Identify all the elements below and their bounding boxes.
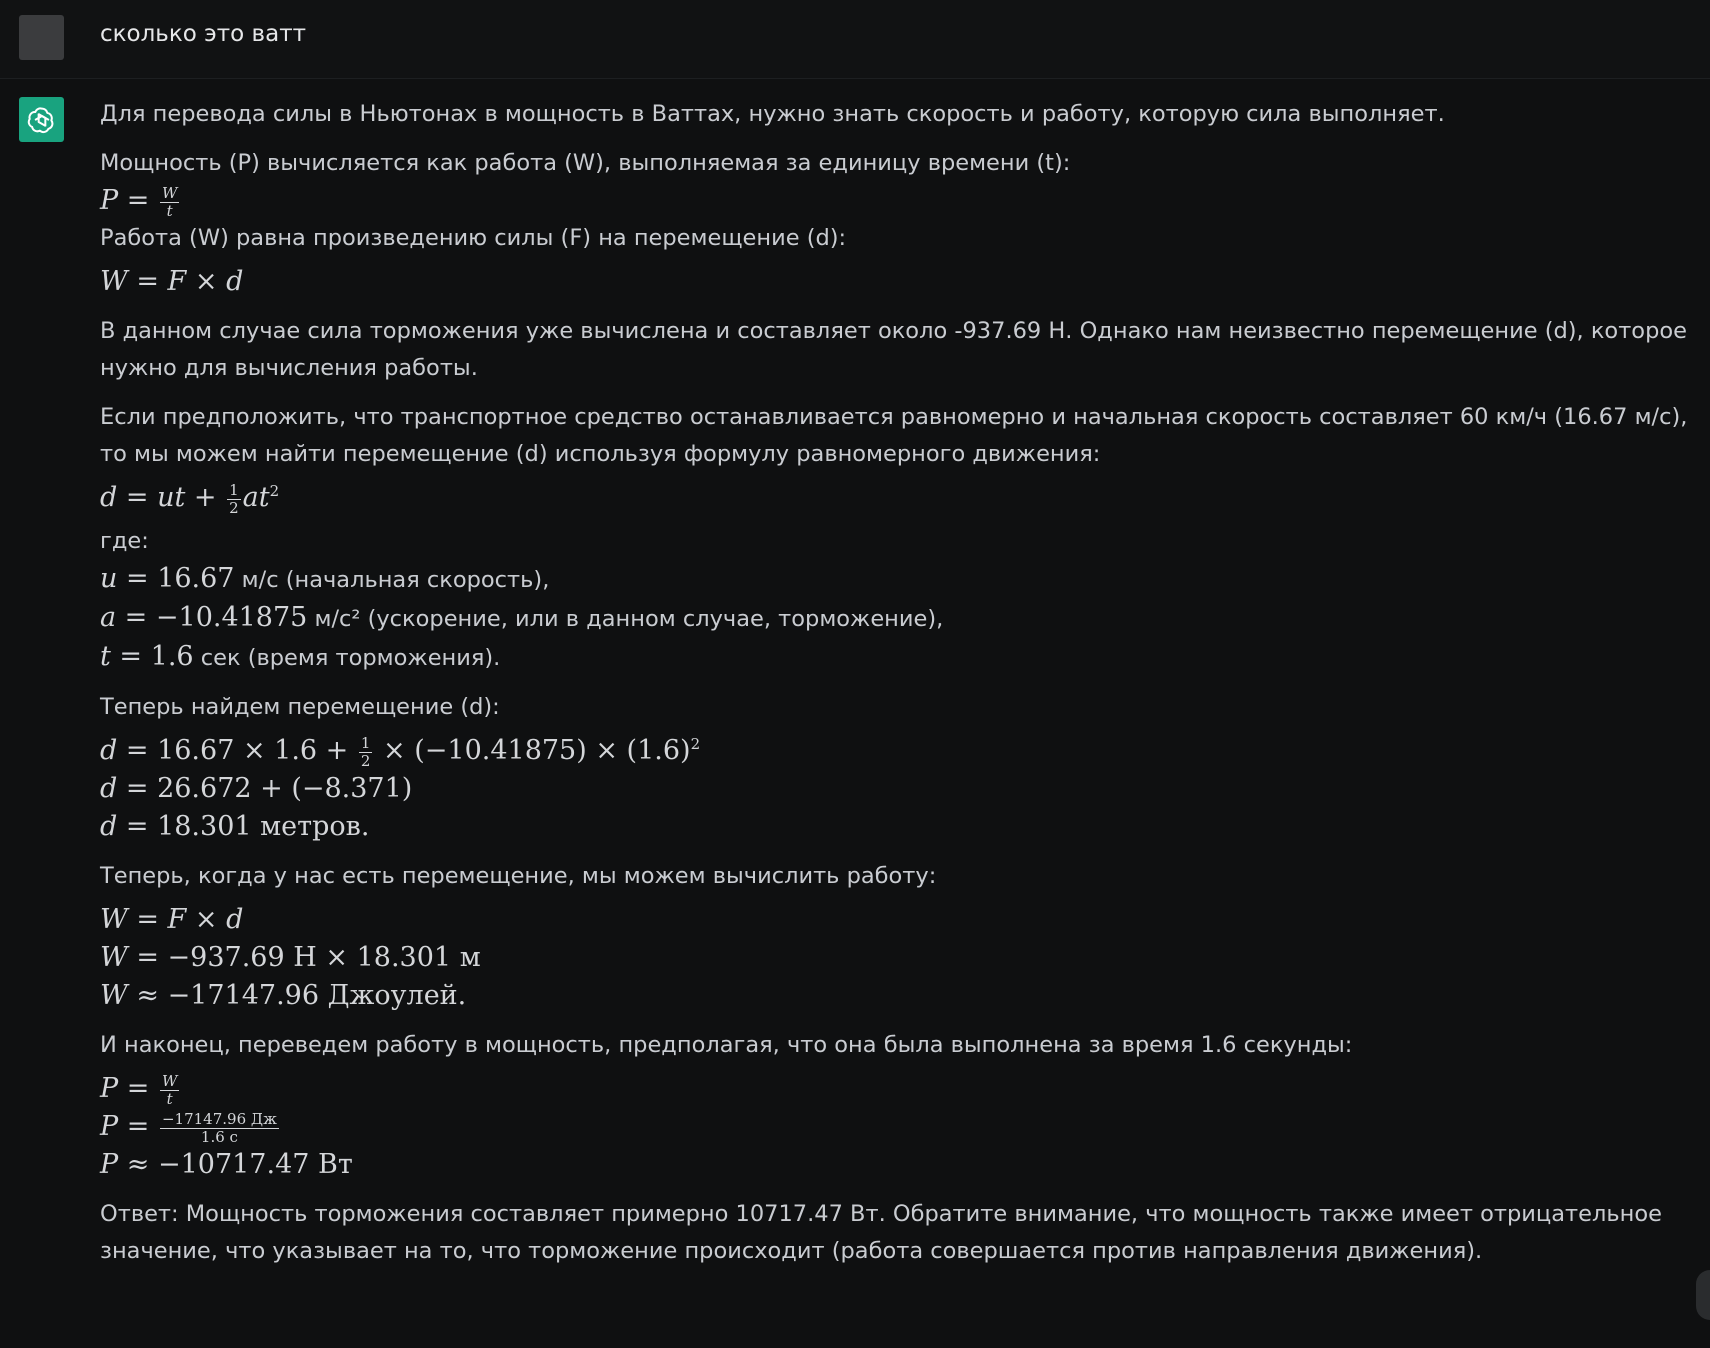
user-avatar	[19, 15, 64, 60]
w-calc-line-1: W = F × d	[100, 904, 244, 935]
d-calc-line-3: d = 18.301 метров.	[100, 811, 370, 842]
d-calc-line-1: d = 16.67 × 1.6 + $\frac{1}{2}$ × $(-10.41875) \times (1.6)^2$	[100, 733, 701, 770]
scroll-to-bottom-button[interactable]	[1696, 1270, 1710, 1320]
user-message-text: сколько это ватт	[100, 21, 306, 47]
w-calc-line-2: W = −937.69 Н × 18.301 м	[100, 942, 481, 973]
assistant-avatar	[19, 97, 64, 142]
user-message-row	[0, 0, 1710, 79]
to-power-label: И наконец, переведем работу в мощность, предполагая, что она была выполнена за время 1.6 секунды:	[100, 1032, 1353, 1058]
fraction-energy-over-time: $\frac{-17147.96 Дж}{1.6 с}$	[161, 1109, 277, 1146]
w-calc-line-3: W ≈ −17147.96 Джоулей.	[100, 980, 467, 1011]
var-t: t = 1.6 сек (время торможения).	[100, 641, 501, 672]
p-calc-line-1: P = $\frac{W}{t}$	[100, 1071, 178, 1108]
assistant-message	[100, 96, 1690, 1270]
calc-work-label: Теперь, когда у нас есть перемещение, мы можем вычислить работу:	[100, 863, 937, 889]
work-definition: Работа (W) равна произведению силы (F) на перемещение (d):	[100, 225, 847, 251]
assumption-paragraph: Если предположить, что транспортное средство останавливается равномерно и начальная скорость составляет 60 км/ч (16.67 м/с), то мы можем найти перемещение (d) используя формулу равномерного движения:	[100, 404, 1688, 467]
where-label: где:	[100, 528, 149, 554]
find-d-label: Теперь найдем перемещение (d):	[100, 694, 500, 720]
answer-paragraph: Ответ: Мощность торможения составляет примерно 10717.47 Вт. Обратите внимание, что мощность также имеет отрицательное значение, что указывает на то, что торможение происходит (работа совершается против направления движения).	[100, 1201, 1662, 1264]
intro-paragraph: Для перевода силы в Ньютонах в мощность в Ваттах, нужно знать скорость и работу, которую сила выполняет.	[100, 101, 1445, 127]
formula-work: W = F × d	[100, 266, 244, 297]
d-calc-line-2: d = 26.672 + (−8.371)	[100, 773, 413, 804]
formula-displacement: d = ut + $\frac{1}{2}$ $at^2$	[100, 480, 280, 517]
p-calc-line-3: P ≈ −10717.47 Вт	[100, 1149, 353, 1180]
fraction-w-over-t: $\frac{W}{t}$	[161, 183, 178, 220]
p-calc-line-2: P = $\frac{-17147.96 Дж}{1.6 с}$	[100, 1109, 277, 1146]
var-u: u = 16.67 м/с (начальная скорость),	[100, 563, 550, 594]
force-note: В данном случае сила торможения уже вычислена и составляет около -937.69 Н. Однако нам неизвестно перемещение (d), которое нужно для вычисления работы.	[100, 318, 1687, 381]
openai-logo-icon	[26, 104, 58, 136]
var-a: a = −10.41875 м/с² (ускорение, или в данном случае, торможение),	[100, 602, 944, 633]
formula-power: P = $\frac{W}{t}$	[100, 183, 178, 220]
power-definition: Мощность (P) вычисляется как работа (W), выполняемая за единицу времени (t):	[100, 150, 1071, 176]
